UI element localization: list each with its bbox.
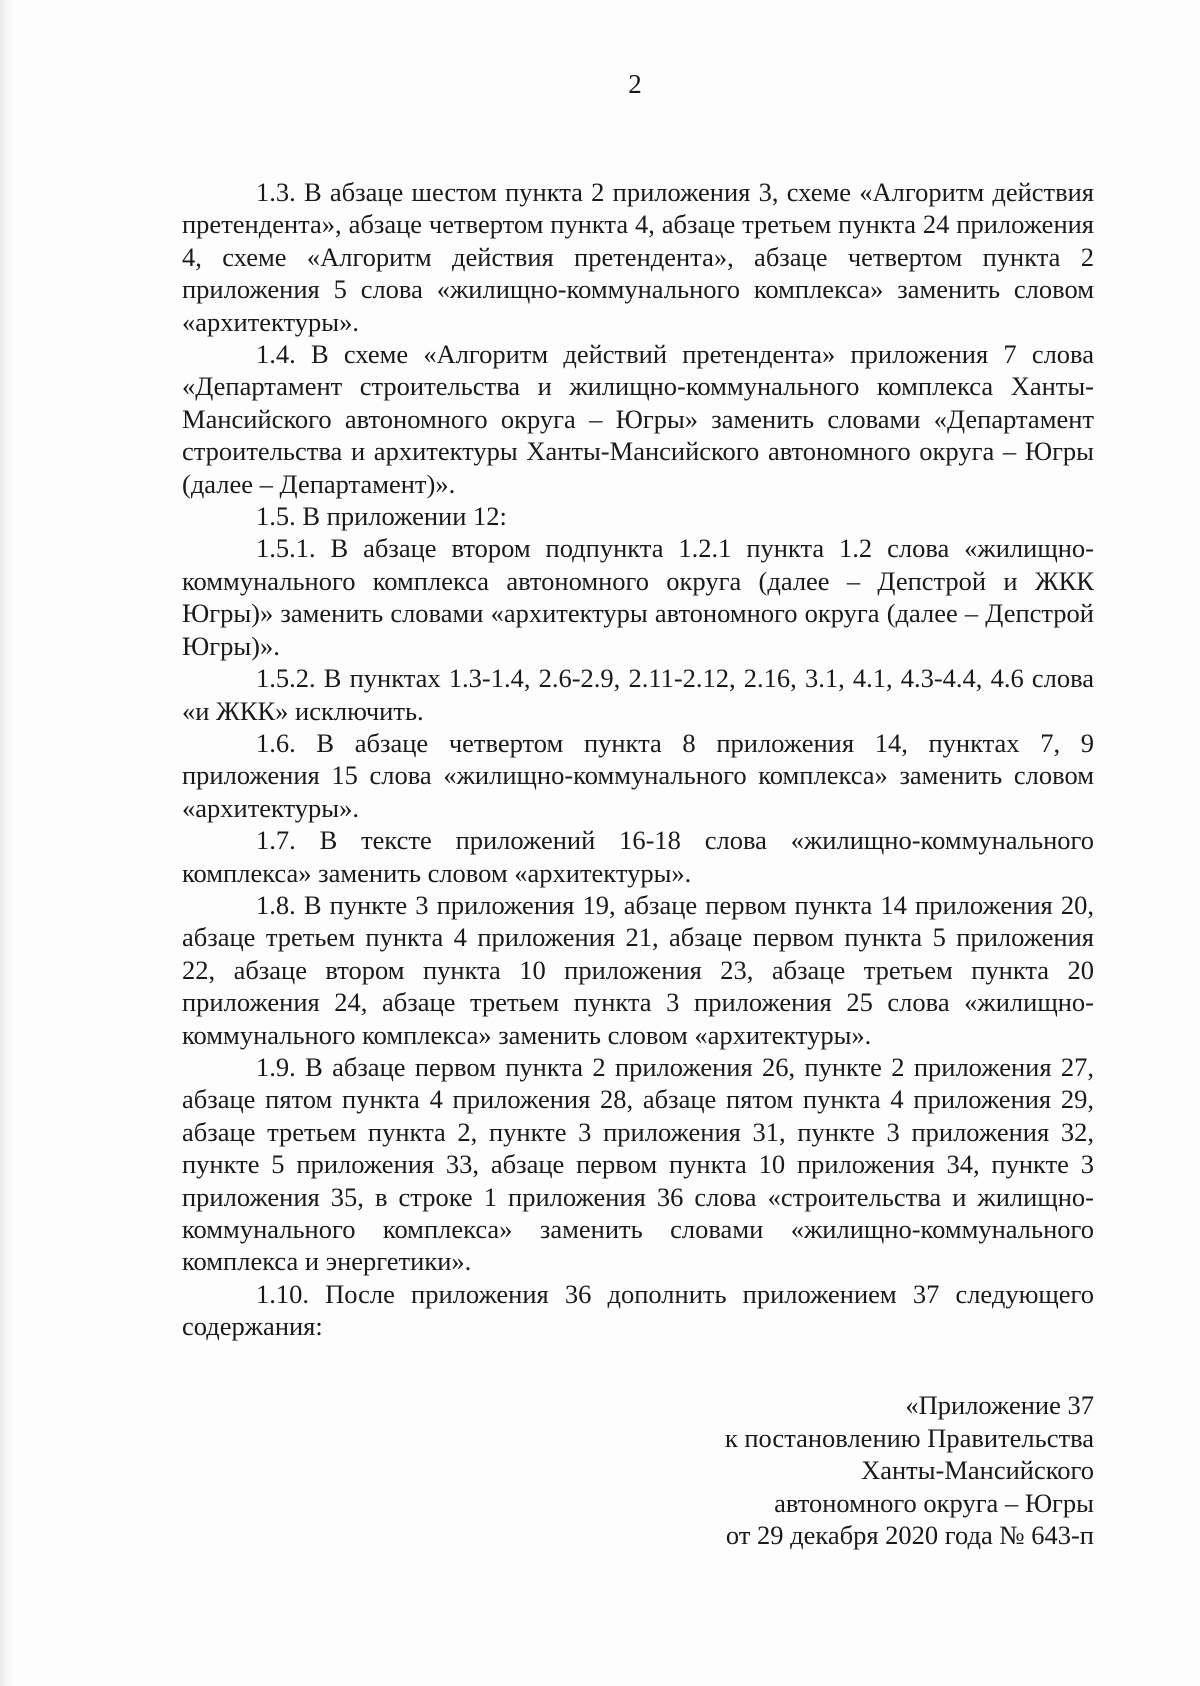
appendix-date-line: от 29 декабря 2020 года № 643-п: [725, 1520, 1094, 1551]
paragraph-1-9: 1.9. В абзаце первом пункта 2 приложения 26, пункте 2 приложения 27, абзаце пятом пункта 4 приложения 28, абзаце пятом пункта 4 приложения 29, абзаце третьем пункта 2, пункте 3 приложения 31, пункте 3 приложения 32, пункте 5 приложения 33, абзаце первом пункта 10 приложения 34, пункте 3 приложения 35, в строке 1 приложения 36 слова «строительства и жилищно-коммунального комплекса» заменить словами «жилищно-коммунального комплекса и энергетики».: [182, 1051, 1094, 1277]
appendix-line: Ханты-Мансийского: [861, 1455, 1094, 1486]
page-number: 2: [628, 69, 642, 99]
paragraph-1-10: 1.10. После приложения 36 дополнить приложением 37 следующего содержания:: [182, 1278, 1094, 1342]
paragraph-1-5-2: 1.5.2. В пунктах 1.3-1.4, 2.6-2.9, 2.11-2.12, 2.16, 3.1, 4.1, 4.3-4.4, 4.6 слова «и ЖКК» исключить.: [182, 663, 1094, 726]
paragraph-1-3: 1.3. В абзаце шестом пункта 2 приложения 3, схеме «Алгоритм действия претендента», абзаце четвертом пункта 4, абзаце третьем пункта 24 приложения 4, схеме «Алгоритм действия претендента», абзаце четвертом пункта 2 приложения 5 слова «жилищно-коммунального комплекса» заменить словом «архитектуры».: [182, 177, 1094, 337]
paragraph-1-4: 1.4. В схеме «Алгоритм действий претендента» приложения 7 слова «Департамент строительства и жилищно-коммунального комплекса Ханты-Мансийского автономного округа – Югры» заменить словами «Департамент строительства и архитектуры Ханты-Мансийского автономного округа – Югры (далее – Департамент)».: [182, 339, 1094, 499]
appendix-line: к постановлению Правительства: [724, 1422, 1094, 1453]
paragraph-1-5: 1.5. В приложении 12:: [256, 501, 507, 532]
appendix-header: [725, 1389, 1094, 1552]
paragraph-1-5-1: 1.5.1. В абзаце втором подпункта 1.2.1 пункта 1.2 слова «жилищно-коммунального комплекса автономного округа (далее – Депстрой и ЖКК Югры)» заменить словами «архитектуры автономного округа (далее – Депстрой Югры)».: [182, 533, 1094, 661]
appendix-line: автономного округа – Югры: [774, 1487, 1094, 1518]
appendix-title: «Приложение 37: [905, 1390, 1094, 1420]
paragraph-1-6: 1.6. В абзаце четвертом пункта 8 приложения 14, пунктах 7, 9 приложения 15 слова «жилищно-коммунального комплекса» заменить словом «архитектуры».: [182, 727, 1094, 823]
document-body: [182, 176, 1094, 1343]
paragraph-1-8: 1.8. В пункте 3 приложения 19, абзаце первом пункта 14 приложения 20, абзаце третьем пункта 4 приложения 21, абзаце первом пункта 5 приложения 22, абзаце втором пункта 10 приложения 23, абзаце третьем пункта 20 приложения 24, абзаце третьем пункта 3 приложения 25 слова «жилищно-коммунального комплекса» заменить словом «архитектуры».: [182, 889, 1094, 1050]
paragraph-1-7: 1.7. В тексте приложений 16-18 слова «жилищно-коммунального комплекса» заменить словом «архитектуры».: [182, 825, 1094, 888]
scan-edge-shadow: [0, 0, 14, 1686]
